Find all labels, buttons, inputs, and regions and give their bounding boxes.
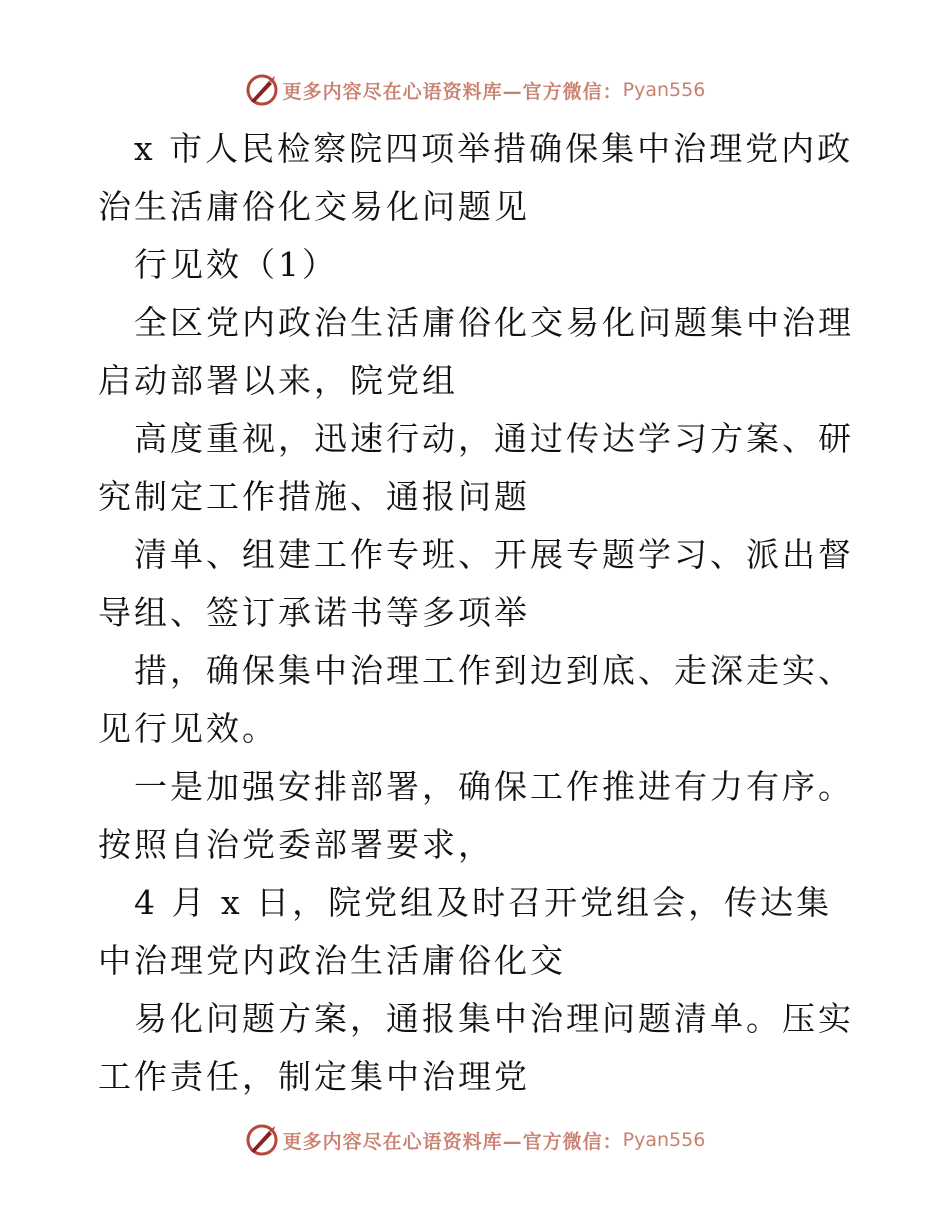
paragraph: 一是加强安排部署，确保工作推进有力有序。按照自治党委部署要求， [98, 767, 854, 864]
paragraph: 清单、组建工作专班、开展专题学习、派出督导组、签订承诺书等多项举 [98, 535, 854, 632]
watermark-text: 更多内容尽在心语资料库—官方微信： [282, 1130, 623, 1153]
watermark-id: Pyan556 [622, 79, 706, 101]
paragraph: 易化问题方案，通报集中治理问题清单。压实工作责任，制定集中治理党 [98, 999, 854, 1096]
document-body [98, 120, 858, 1106]
quill-logo-icon [245, 1123, 279, 1157]
paragraph: 行见效（1） [134, 245, 338, 284]
quill-logo-icon [245, 73, 279, 107]
paragraph: 措，确保集中治理工作到边到底、走深走实、见行见效。 [98, 651, 854, 748]
watermark-id: Pyan556 [622, 1129, 706, 1151]
paragraph: x 市人民检察院四项举措确保集中治理党内政治生活庸俗化交易化问题见 [98, 129, 854, 226]
footer-watermark [0, 1120, 950, 1160]
paragraph: 全区党内政治生活庸俗化交易化问题集中治理启动部署以来，院党组 [98, 303, 854, 400]
paragraph: 高度重视，迅速行动，通过传达学习方案、研究制定工作措施、通报问题 [98, 419, 854, 516]
watermark-text: 更多内容尽在心语资料库—官方微信： [282, 80, 623, 103]
paragraph: 4 月 x 日，院党组及时召开党组会，传达集中治理党内政治生活庸俗化交 [98, 883, 833, 980]
header-watermark [0, 70, 950, 110]
